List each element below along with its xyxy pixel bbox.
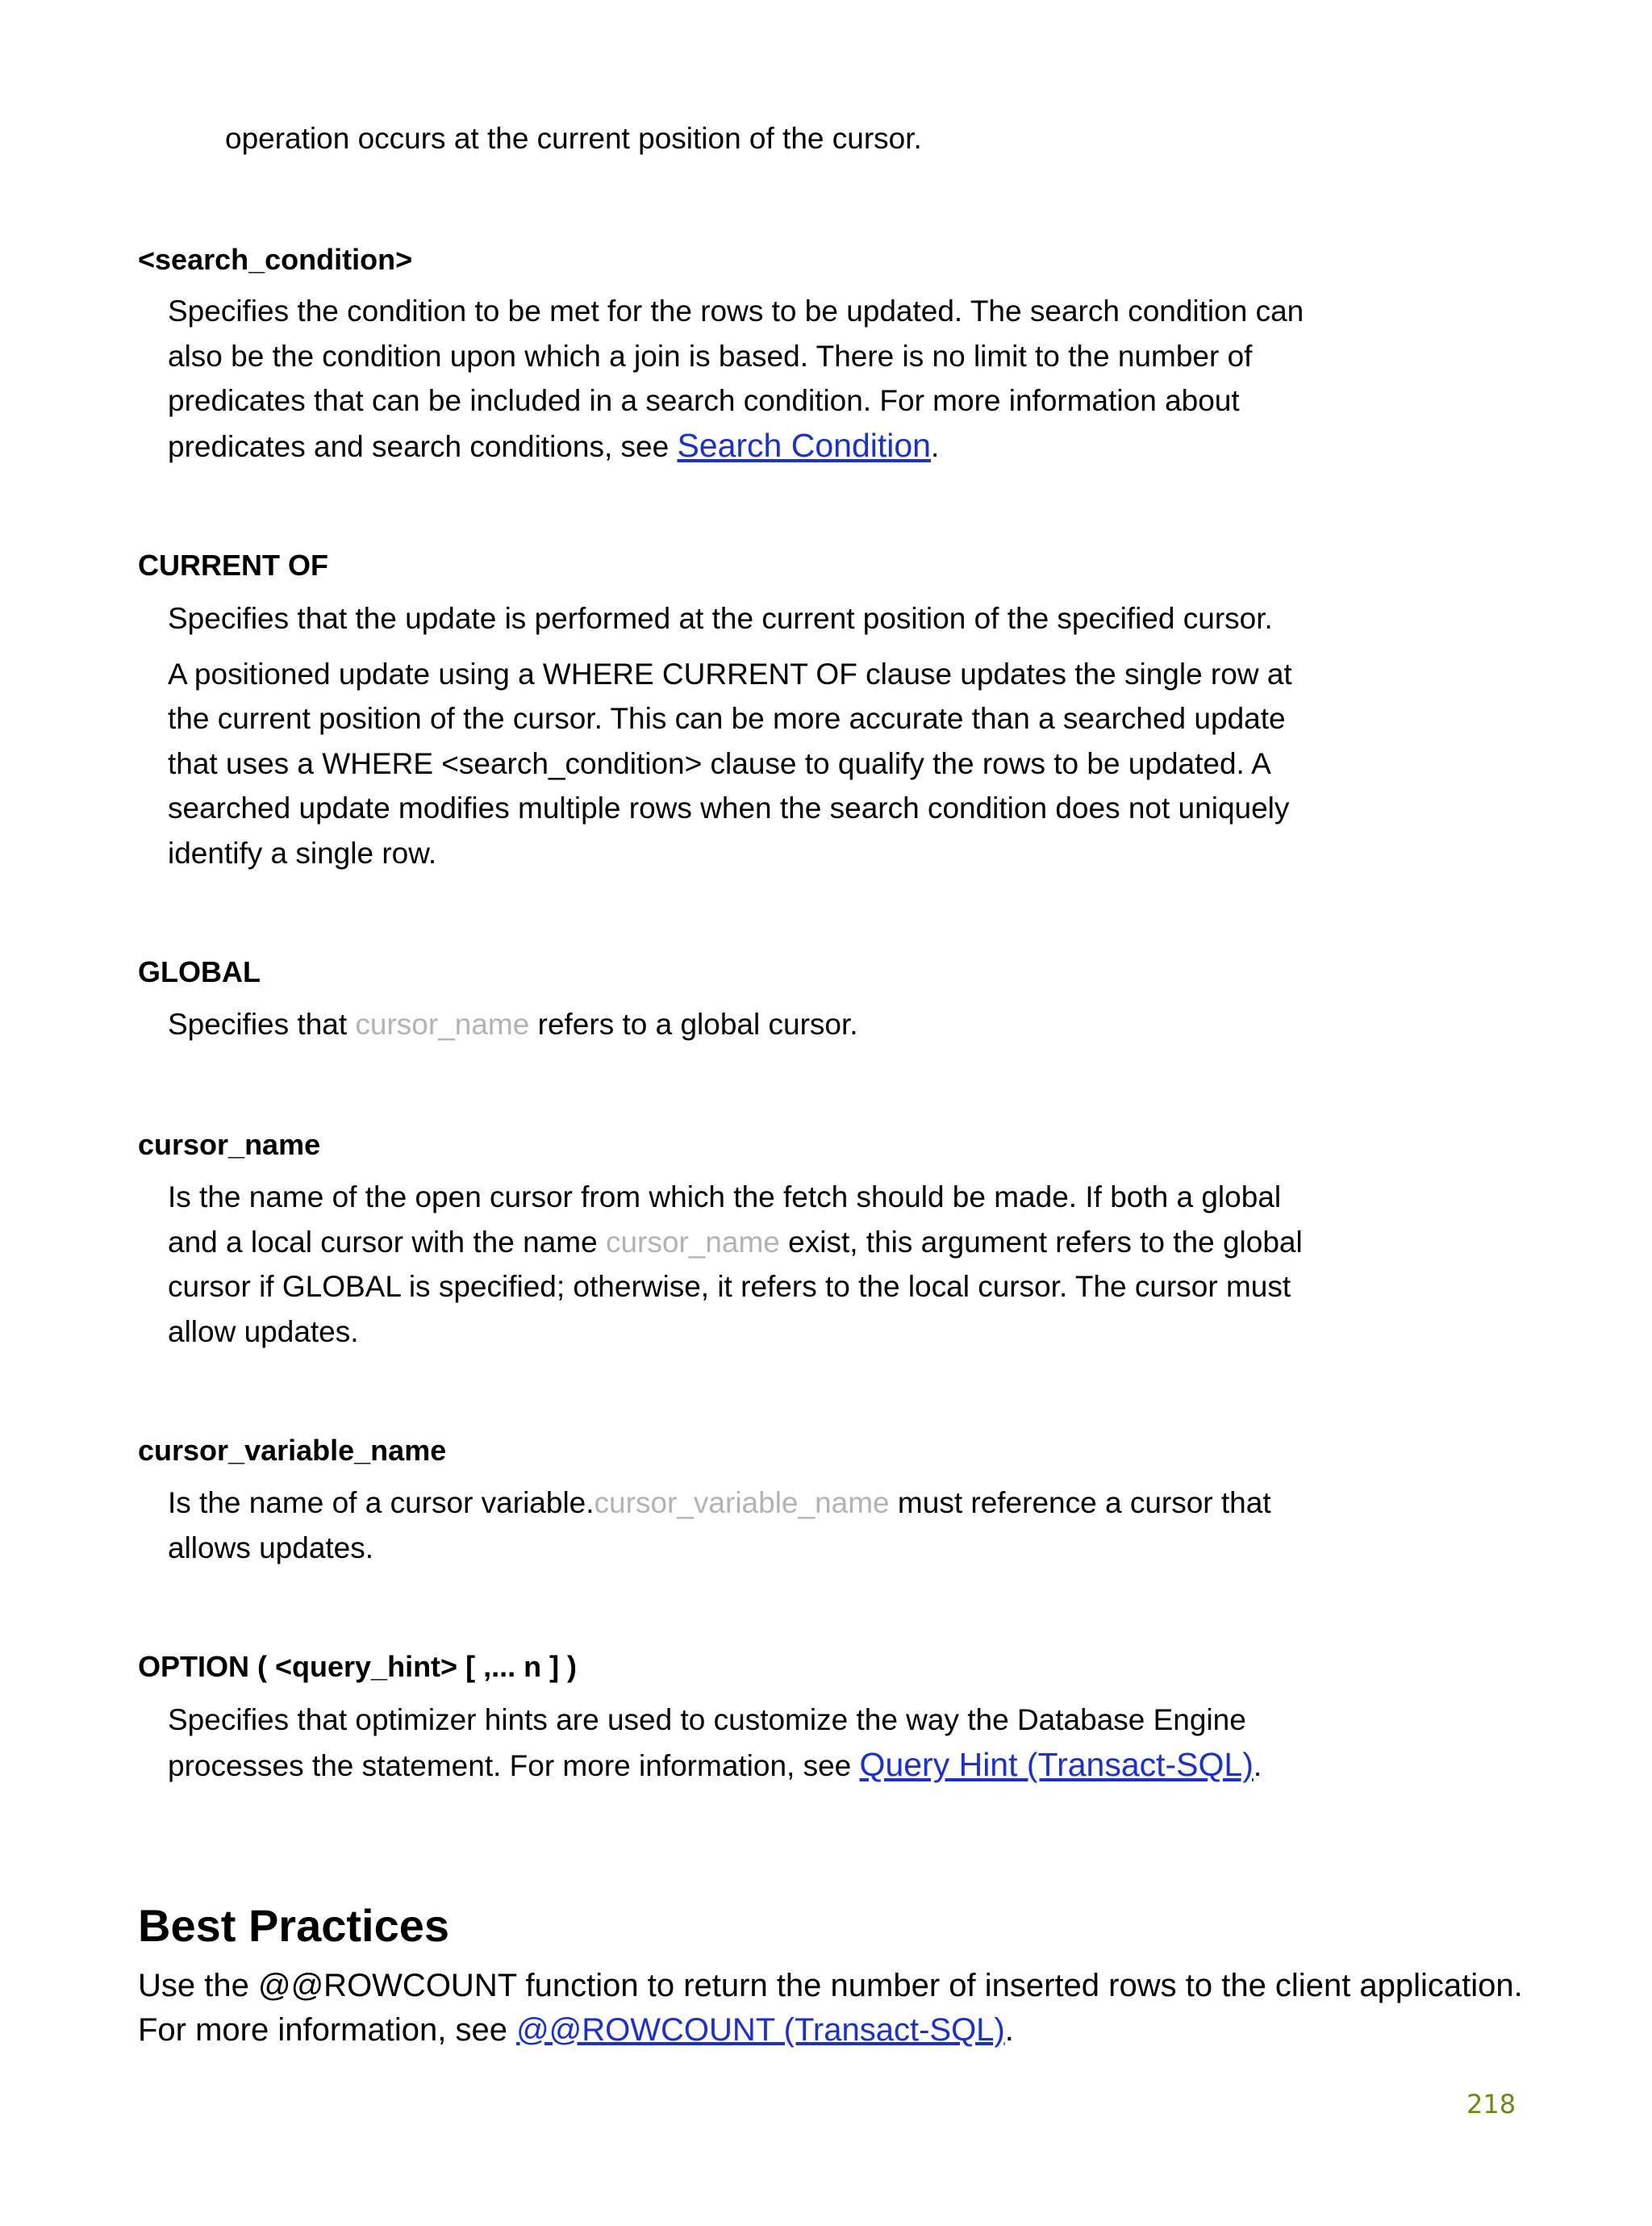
search-condition-description <box>168 289 1329 469</box>
option-description <box>168 1698 1329 1788</box>
text-span: . <box>930 429 940 463</box>
cursor-variable-name-description <box>168 1481 1329 1570</box>
paragraph-line <box>168 424 1329 470</box>
best-practices-heading: Best Practices <box>138 1900 450 1951</box>
text-span: Is the name of a cursor variable. <box>168 1486 594 1519</box>
text-span: and a local cursor with the name <box>168 1225 606 1259</box>
text-span: Specifies that <box>168 1008 356 1041</box>
text-span: refers to a global cursor. <box>529 1008 858 1041</box>
paragraph-line <box>168 1220 1329 1265</box>
parameter-name: cursor_variable_name <box>594 1486 890 1519</box>
paragraph-line: allow updates. <box>168 1314 359 1348</box>
paragraph-line: A positioned update using a WHERE CURRENT OF clause updates the single row at <box>168 657 1292 691</box>
paragraph-line: searched update modifies multiple rows when the search condition does not uniquely <box>168 791 1290 825</box>
text-span: exist, this argument refers to the global <box>779 1225 1303 1259</box>
paragraph-line: cursor if GLOBAL is specified; otherwise, it refers to the local cursor. The cursor must <box>168 1270 1291 1303</box>
search-condition-link[interactable]: Search Condition <box>677 426 931 464</box>
rowcount-link[interactable]: @@ROWCOUNT (Transact-SQL) <box>516 2012 1005 2048</box>
paragraph-line: Specifies the condition to be met for the rows to be updated. The search condition can <box>168 294 1304 328</box>
paragraph-line <box>168 1743 1329 1789</box>
term-option: OPTION ( <query_hint> [ ,... n ] ) <box>138 1650 578 1683</box>
term-cursor-variable-name: cursor_variable_name <box>138 1434 447 1467</box>
cursor-name-description <box>168 1175 1329 1354</box>
page-number: 218 <box>1466 2089 1516 2120</box>
paragraph-line: also be the condition upon which a join is based. There is no limit to the number of <box>168 339 1253 373</box>
text-span: processes the statement. For more information, see <box>168 1748 860 1782</box>
term-cursor-name: cursor_name <box>138 1128 321 1161</box>
global-description <box>168 1002 1329 1047</box>
current-of-description <box>168 596 1329 875</box>
paragraph-line: predicates that can be included in a search condition. For more information about <box>168 384 1240 417</box>
paragraph-line <box>168 1481 1329 1526</box>
paragraph-line: Specifies that optimizer hints are used to customize the way the Database Engine <box>168 1703 1246 1736</box>
paragraph-line <box>168 1002 1329 1047</box>
text-span: . <box>1253 1748 1262 1782</box>
paragraph-line: allows updates. <box>168 1531 374 1564</box>
paragraph-line: Is the name of the open cursor from which the fetch should be made. If both a global <box>168 1180 1282 1213</box>
term-current-of: CURRENT OF <box>138 549 328 582</box>
best-practices-text <box>138 1964 1523 2053</box>
parameter-name: cursor_name <box>605 1225 780 1259</box>
paragraph-line: that uses a WHERE <search_condition> clause to qualify the rows to be updated. A <box>168 746 1271 780</box>
paragraph-line: Specifies that the update is performed at the current position of the specified cursor. <box>168 602 1273 635</box>
text-span: . <box>1004 2012 1014 2048</box>
text-span: predicates and search conditions, see <box>168 429 678 463</box>
parameter-name: cursor_name <box>355 1008 530 1041</box>
paragraph-line <box>138 2008 1523 2053</box>
term-search-condition: <search_condition> <box>138 243 413 276</box>
intro-text: operation occurs at the current position of the cursor. <box>225 122 922 155</box>
paragraph-line: Use the @@ROWCOUNT function to return the number of inserted rows to the client application. <box>138 1968 1523 2003</box>
query-hint-link[interactable]: Query Hint (Transact-SQL) <box>859 1745 1254 1783</box>
paragraph-line: identify a single row. <box>168 836 437 870</box>
text-span: For more information, see <box>138 2012 517 2048</box>
term-global: GLOBAL <box>138 955 261 988</box>
text-span: must reference a cursor that <box>889 1486 1271 1519</box>
paragraph-line: the current position of the cursor. This can be more accurate than a searched update <box>168 702 1286 735</box>
